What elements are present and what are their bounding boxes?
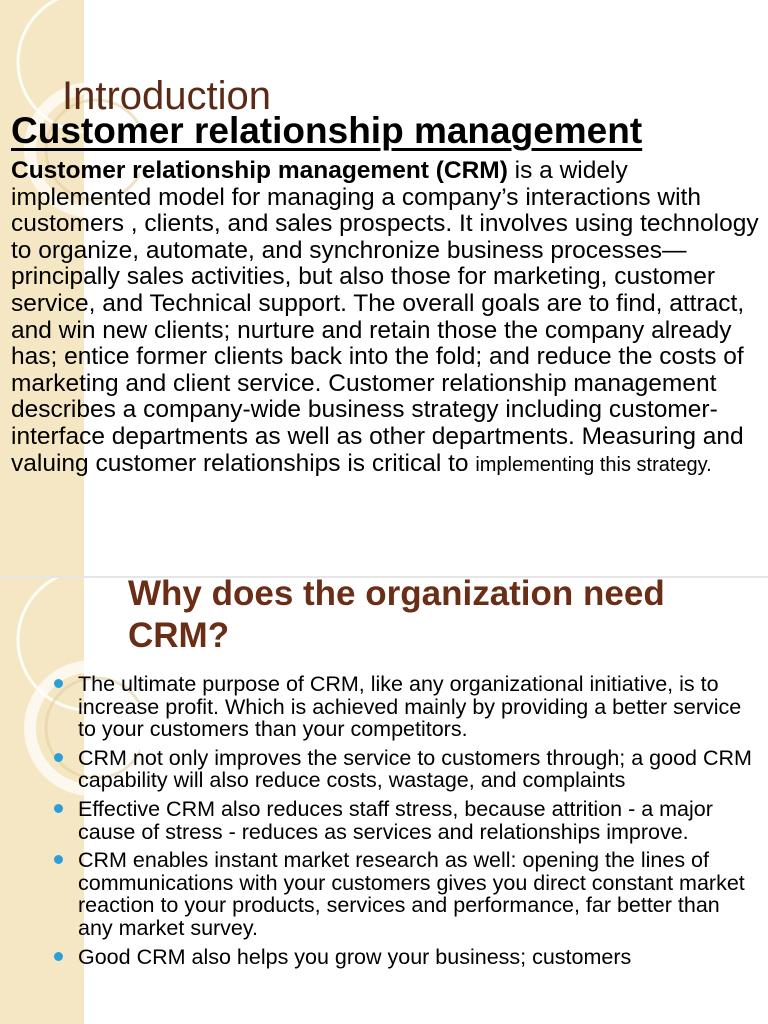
paragraph-tail: implementing this strategy.	[475, 453, 712, 476]
slide-why-crm	[0, 578, 768, 1024]
bullet-icon	[54, 679, 63, 688]
list-item: CRM not only improves the service to customers through; a good CRM capability will also reduce costs, wastage, and complaints	[54, 747, 754, 792]
slide-title: Why does the organization need CRM?	[128, 578, 665, 655]
section-heading: Customer relationship management	[11, 110, 643, 151]
slide-title: Introduction	[62, 74, 272, 118]
paragraph-body: is a widely implemented model for managing a company’s interactions with customers , clients, and sales prospects. It involves using technology to organize, automate, and synchronize business processes—principally sales activities, but also those for marketing, customer service, and Technical support. The overall goals are to find, attract, and win new clients; nurture and retain those the company already has; entice former clients back into the fold; and reduce the costs of marketing and client service. Customer relationship management describes a company-wide business strategy including customer-interface departments as well as other departments. Measuring and valuing customer relationships is critical to	[11, 157, 759, 477]
bullet-icon	[54, 855, 63, 864]
intro-paragraph	[11, 158, 763, 478]
list-item: The ultimate purpose of CRM, like any organizational initiative, is to increase profit. Which is achieved mainly by providing a better service to your customers than your competitors.	[54, 673, 754, 741]
list-item: Good CRM also helps you grow your business; customers	[54, 946, 754, 969]
paragraph-lead: Customer relationship management (CRM)	[11, 157, 508, 184]
bullet-list	[54, 673, 754, 974]
bullet-icon	[54, 952, 63, 961]
list-item: Effective CRM also reduces staff stress, because attrition - a major cause of stress - reduces as services and relationships improve.	[54, 798, 754, 843]
bullet-icon	[54, 804, 63, 813]
list-item: CRM enables instant market research as well: opening the lines of communications with your customers gives you direct constant market reaction to your products, services and performance, far better than any market survey.	[54, 849, 754, 939]
bullet-icon	[54, 753, 63, 762]
